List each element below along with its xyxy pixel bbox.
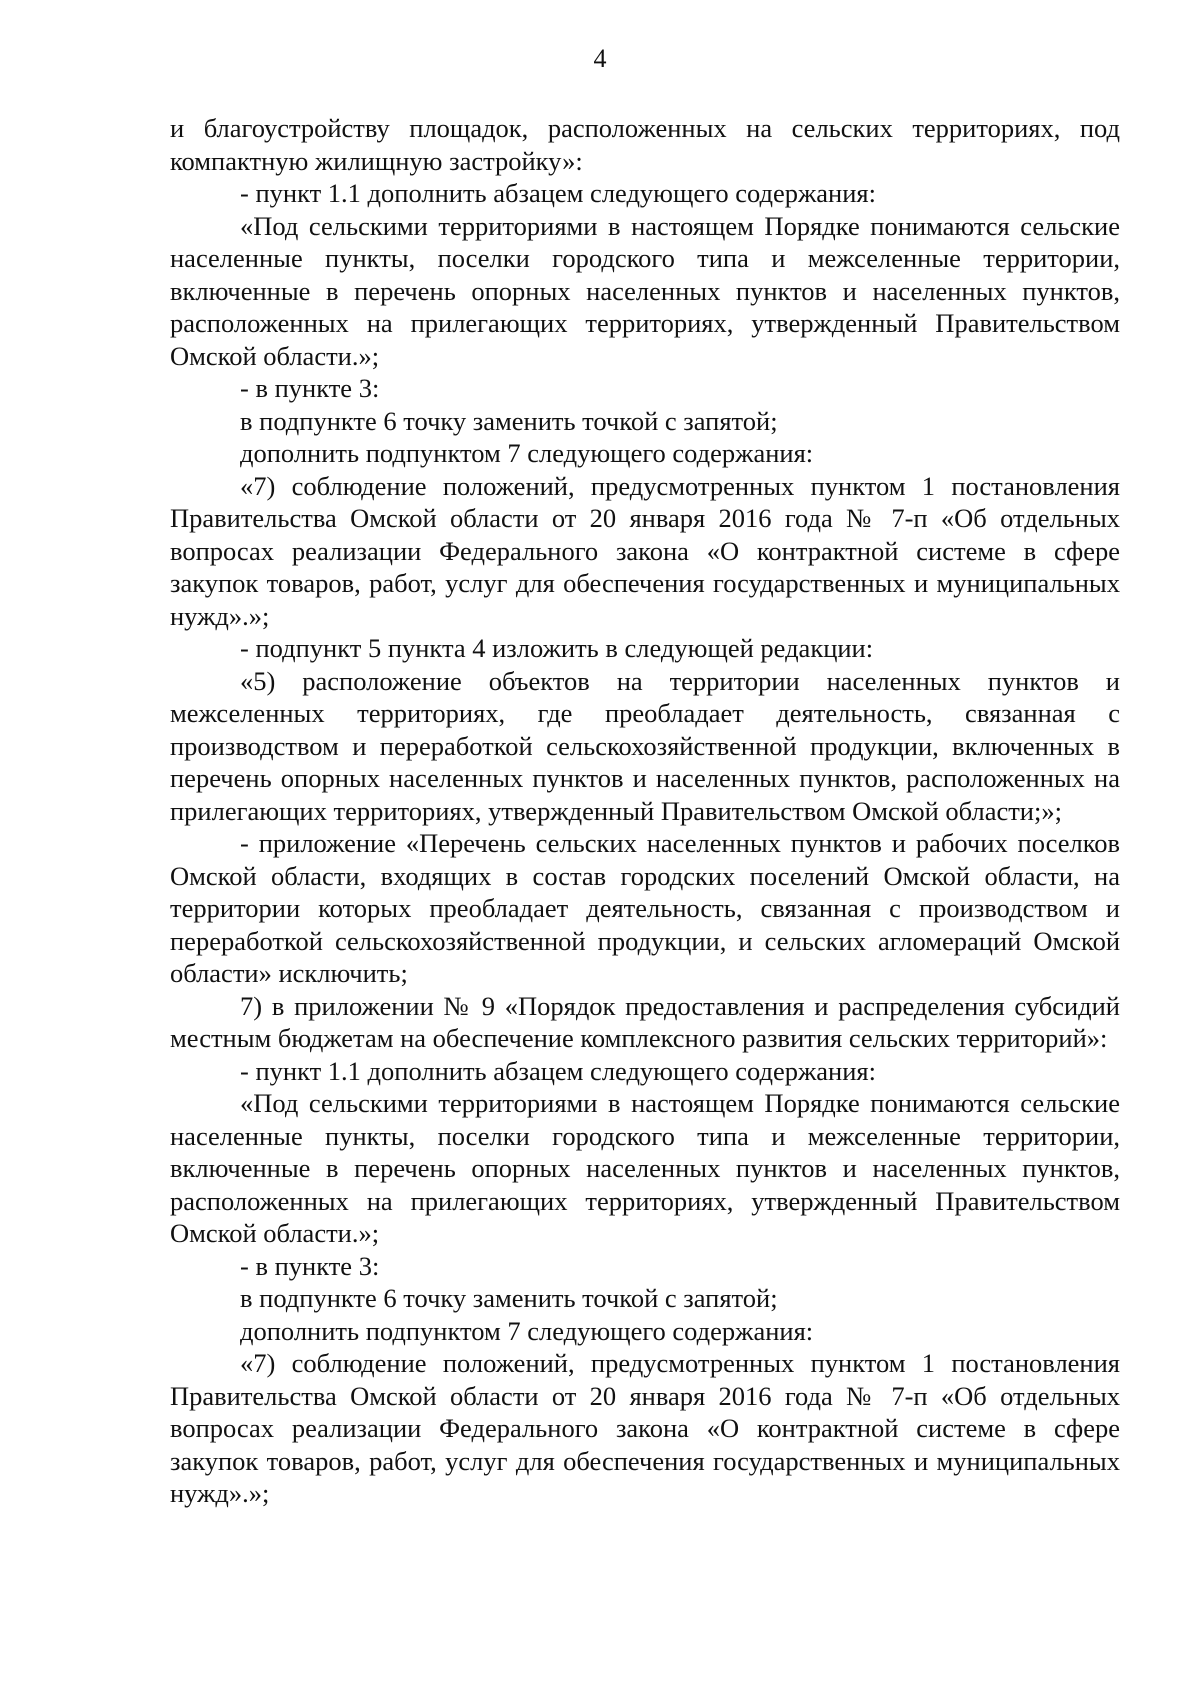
paragraph: 7) в приложении № 9 «Порядок предоставления и распределения субсидий местным бюджетам на обеспечение комплексного развития сельских территорий»: [170,990,1120,1053]
paragraph: «Под сельскими территориями в настоящем Порядке понимаются сельские населенные пункты, поселки городского типа и межселенные территории, включенные в перечень опорных населенных пунктов и населенных пунктов, расположенных на прилегающих территориях, утвержденный Правительством Омской области.»; [170,1088,1120,1248]
paragraph: - пункт 1.1 дополнить абзацем следующего содержания: [240,1055,876,1086]
page-number: 4 [593,44,607,73]
paragraph: - пункт 1.1 дополнить абзацем следующего содержания: [240,178,876,208]
paragraph: дополнить подпунктом 7 следующего содержания: [240,438,814,468]
paragraph: в подпункте 6 точку заменить точкой с запятой; [240,405,778,436]
paragraph: «7) соблюдение положений, предусмотренных пунктом 1 постановления Правительства Омской области от 20 января 2016 года № 7-п «Об отдельных вопросах реализации Федерального закона «О контрактной системе в сфере закупок товаров, работ, услуг для обеспечения государственных и муниципальных нужд».»; [170,470,1120,631]
paragraph: дополнить подпунктом 7 следующего содержания: [240,1315,814,1346]
paragraph: - в пункте 3: [240,373,380,403]
paragraph: и благоустройству площадок, расположенных на сельских территориях, под компактную жилищную застройку»: [170,113,1120,176]
paragraph: - в пункте 3: [240,1250,380,1281]
paragraph: «Под сельскими территориями в настоящем Порядке понимаются сельские населенные пункты, поселки городского типа и межселенные территории, включенные в перечень опорных населенных пунктов и населенных пунктов, расположенных на прилегающих территориях, утвержденный Правительством Омской области.»; [170,210,1120,371]
paragraph: - приложение «Перечень сельских населенных пунктов и рабочих поселков Омской области, входящих в состав городских поселений Омской области, на территории которых преобладает деятельность, связанная с производством и переработкой сельскохозяйственной продукции, и сельских агломераций Омской области» исключить; [170,828,1120,988]
paragraph: - подпункт 5 пункта 4 изложить в следующей редакции: [240,633,874,663]
paragraph: «7) соблюдение положений, предусмотренных пунктом 1 постановления Правительства Омской области от 20 января 2016 года № 7-п «Об отдельных вопросах реализации Федерального закона «О контрактной системе в сфере закупок товаров, работ, услуг для обеспечения государственных и муниципальных нужд».»; [170,1348,1120,1508]
paragraph: в подпункте 6 точку заменить точкой с запятой; [240,1283,778,1313]
paragraph: «5) расположение объектов на территории населенных пунктов и межселенных территориях, где преобладает деятельность, связанная с производством и переработкой сельскохозяйственной продукции, включенных в перечень опорных населенных пунктов и населенных пунктов, расположенных на прилегающих территориях, утвержденный Правительством Омской области;»; [170,665,1120,826]
document-body [170,112,1120,1510]
